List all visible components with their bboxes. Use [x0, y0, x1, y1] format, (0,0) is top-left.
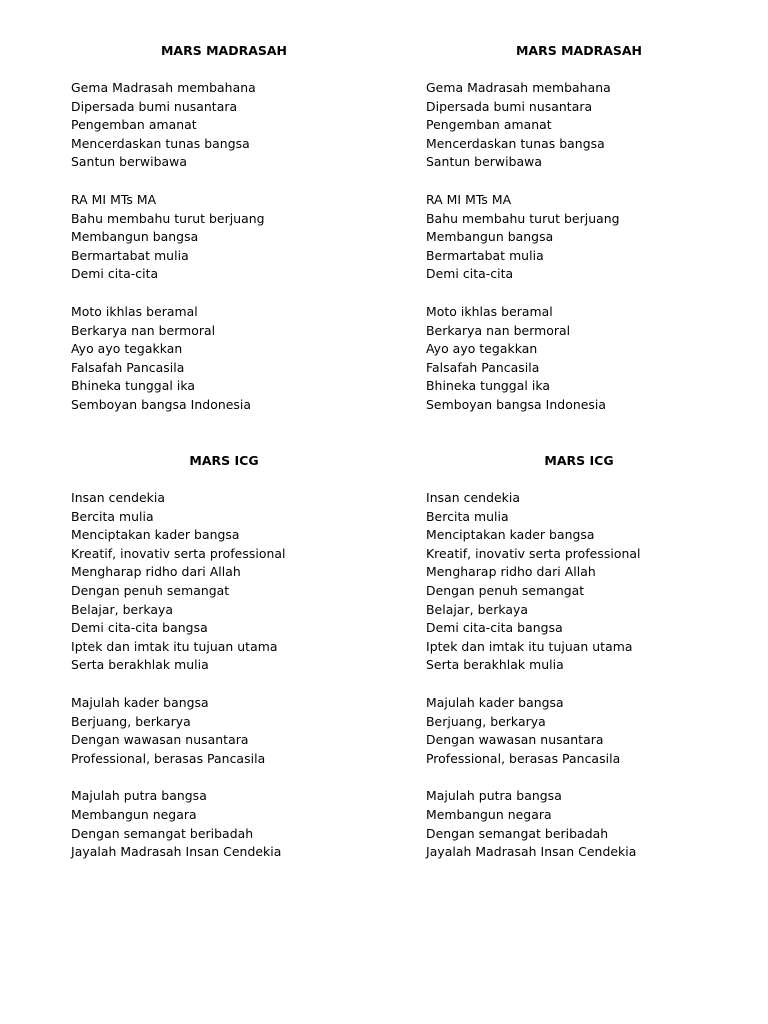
lyric-line: Semboyan bangsa Indonesia: [71, 396, 252, 412]
song-title: MARS ICG: [544, 453, 614, 468]
lyric-line: Semboyan bangsa Indonesia: [426, 396, 607, 412]
lyric-line: Mencerdaskan tunas bangsa: [71, 135, 250, 151]
lyric-line: Bercita mulia: [71, 508, 154, 524]
lyric-line: Falsafah Pancasila: [71, 359, 185, 375]
lyric-line: Berkarya nan bermoral: [71, 322, 216, 338]
lyric-line: Dipersada bumi nusantara: [426, 98, 593, 114]
song-title: MARS ICG: [189, 453, 259, 468]
lyric-line: Serta berakhlak mulia: [71, 657, 209, 673]
lyric-line: Dengan wawasan nusantara: [426, 732, 604, 748]
stanza: [426, 303, 726, 415]
lyric-line: Berkarya nan bermoral: [426, 322, 571, 338]
lyric-line: Moto ikhlas beramal: [71, 303, 198, 319]
lyric-line: Menciptakan kader bangsa: [71, 527, 240, 543]
lyric-line: Bercita mulia: [426, 508, 509, 524]
lyric-line: Mencerdaskan tunas bangsa: [426, 135, 605, 151]
lyric-line: Professional, berasas Pancasila: [426, 750, 621, 766]
lyric-line: Insan cendekia: [71, 490, 166, 505]
lyric-line: Professional, berasas Pancasila: [71, 750, 266, 766]
lyric-line: Membangun negara: [426, 806, 552, 822]
lyric-line: Menciptakan kader bangsa: [426, 527, 595, 543]
lyric-line: Dengan penuh semangat: [426, 582, 585, 598]
song-column-left: [71, 452, 371, 862]
lyric-line: Gema Madrasah membahana: [426, 80, 611, 95]
lyric-line: Iptek dan imtak itu tujuan utama: [71, 638, 278, 654]
lyric-line: RA MI MTs MA: [426, 191, 512, 207]
lyric-line: Bahu membahu turut berjuang: [426, 210, 620, 226]
lyric-line: Demi cita-cita bangsa: [426, 620, 563, 636]
stanza: [71, 303, 371, 415]
stanza: [71, 694, 371, 768]
lyric-line: Ayo ayo tegakkan: [426, 341, 538, 357]
song-column-right: [426, 42, 726, 415]
lyric-line: Jayalah Madrasah Insan Cendekia: [71, 844, 282, 860]
lyric-line: Kreatif, inovativ serta professional: [71, 545, 286, 561]
stanza: [71, 79, 371, 172]
lyric-line: Santun berwibawa: [426, 154, 542, 170]
lyric-line: Iptek dan imtak itu tujuan utama: [426, 638, 633, 654]
song-column-right: [426, 452, 726, 862]
lyric-line: Dengan semangat beribadah: [426, 825, 609, 841]
lyric-line: Kreatif, inovativ serta professional: [426, 545, 641, 561]
lyric-line: Majulah kader bangsa: [426, 694, 564, 710]
lyric-line: Pengemban amanat: [426, 117, 552, 133]
lyric-line: Pengemban amanat: [71, 117, 197, 133]
lyric-line: Dipersada bumi nusantara: [71, 98, 238, 114]
lyric-line: Mengharap ridho dari Allah: [71, 564, 241, 580]
stanza: [426, 787, 726, 861]
song-title: MARS MADRASAH: [515, 43, 643, 58]
lyric-line: Membangun negara: [71, 806, 197, 822]
lyric-line: Majulah kader bangsa: [71, 694, 209, 710]
lyric-line: Dengan wawasan nusantara: [71, 732, 249, 748]
lyric-line: Falsafah Pancasila: [426, 359, 540, 375]
lyric-line: RA MI MTs MA: [71, 191, 157, 207]
lyric-line: Membangun bangsa: [426, 229, 554, 245]
lyric-line: Membangun bangsa: [71, 229, 199, 245]
lyric-line: Belajar, berkaya: [426, 601, 529, 617]
lyric-line: Demi cita-cita bangsa: [71, 620, 208, 636]
lyric-line: Berjuang, berkarya: [426, 713, 546, 729]
stanza: [426, 191, 726, 284]
lyric-line: Demi cita-cita: [71, 266, 159, 282]
stanza: [71, 787, 371, 861]
lyric-line: Dengan penuh semangat: [71, 582, 230, 598]
lyric-line: Bermartabat mulia: [71, 247, 189, 263]
lyric-line: Majulah putra bangsa: [426, 788, 562, 804]
lyric-line: Serta berakhlak mulia: [426, 657, 564, 673]
lyric-line: Ayo ayo tegakkan: [71, 341, 183, 357]
song-title: MARS MADRASAH: [160, 43, 288, 58]
stanza: [426, 694, 726, 768]
stanza: [71, 191, 371, 284]
lyric-line: Belajar, berkaya: [71, 601, 174, 617]
lyric-line: Jayalah Madrasah Insan Cendekia: [426, 844, 637, 860]
lyric-line: Demi cita-cita: [426, 266, 514, 282]
lyric-line: Berjuang, berkarya: [71, 713, 191, 729]
lyric-line: Majulah putra bangsa: [71, 788, 207, 804]
lyric-line: Mengharap ridho dari Allah: [426, 564, 596, 580]
lyric-line: Gema Madrasah membahana: [71, 80, 256, 95]
lyric-line: Santun berwibawa: [71, 154, 187, 170]
stanza: [71, 489, 371, 675]
stanza: [426, 79, 726, 172]
stanza: [426, 489, 726, 675]
lyric-line: Bhineka tunggal ika: [71, 378, 195, 394]
lyric-line: Insan cendekia: [426, 490, 521, 505]
lyric-line: Bahu membahu turut berjuang: [71, 210, 265, 226]
lyric-line: Bermartabat mulia: [426, 247, 544, 263]
song-column-left: [71, 42, 371, 415]
lyric-line: Moto ikhlas beramal: [426, 303, 553, 319]
lyric-line: Bhineka tunggal ika: [426, 378, 550, 394]
lyric-line: Dengan semangat beribadah: [71, 825, 254, 841]
